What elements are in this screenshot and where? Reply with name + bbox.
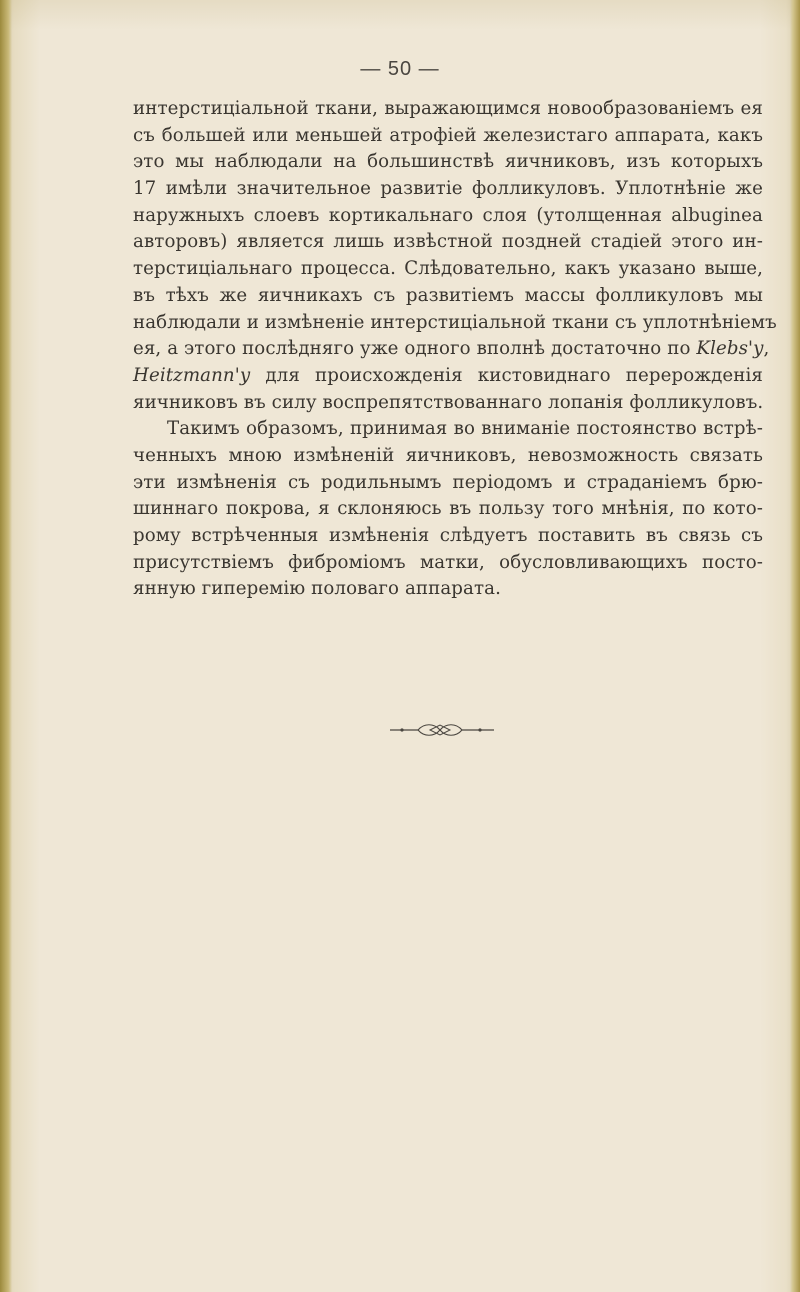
text-line-6: авторовъ) является лишь извѣстной поздней стадіей этого ин- bbox=[133, 231, 763, 253]
text-line-14: ченныхъ мною измѣненій яичниковъ, невозможность связать bbox=[133, 444, 763, 466]
text-line-13: Такимъ образомъ, принимая во вниманіе постоянство встрѣ- bbox=[167, 418, 763, 440]
text-line-7: терстиціальнаго процесса. Слѣдовательно, какъ указано выше, bbox=[133, 258, 763, 280]
text-line-18: присутствіемъ фиброміомъ матки, обусловливающихъ посто- bbox=[133, 551, 763, 573]
text-line-10-pre: ея, а этого послѣдняго уже одного вполнѣ достаточно по bbox=[133, 338, 697, 360]
text-line-3: это мы наблюдали на большинствѣ яичниковъ, изъ которыхъ bbox=[133, 151, 763, 173]
page-right-edge-shading bbox=[790, 0, 800, 1292]
text-line-11 bbox=[133, 363, 763, 390]
text-line-1: интерстиціальной ткани, выражающимся новообразованіемъ ея bbox=[133, 98, 763, 119]
body-text bbox=[133, 96, 777, 603]
text-line-4: 17 имѣли значительное развитіе фолликуловъ. Уплотнѣніе же bbox=[133, 178, 763, 200]
page-number: — 50 — bbox=[360, 58, 440, 80]
text-line-11-post: для происхожденія кистовиднаго перерожденія bbox=[250, 364, 763, 386]
text-line-10 bbox=[133, 336, 770, 363]
text-line-8: въ тѣхъ же яичникахъ съ развитіемъ массы фолликуловъ мы bbox=[133, 284, 763, 306]
author-name-klebs: Klebs'y bbox=[696, 338, 764, 360]
text-line-16: шиннаго покрова, я склоняюсь въ пользу того мнѣнія, по кото- bbox=[133, 498, 763, 520]
text-line-2: съ большей или меньшей атрофіей железистаго аппарата, какъ bbox=[133, 124, 763, 146]
text-line-5: наружныхъ слоевъ кортикальнаго слоя (утолщенная albuginea bbox=[133, 204, 763, 226]
author-name-heitzmann: Heitzmann'y bbox=[133, 364, 251, 386]
fleuron-divider-icon bbox=[388, 720, 498, 740]
page-left-edge-shading bbox=[0, 0, 12, 1292]
text-line-10-post: , bbox=[763, 338, 770, 360]
text-line-15: эти измѣненія съ родильнымъ періодомъ и страданіемъ брю- bbox=[133, 471, 763, 493]
text-line-19: янную гиперемію половаго аппарата. bbox=[133, 578, 501, 600]
text-line-9: наблюдали и измѣненіе интерстиціальной ткани съ уплотнѣніемъ bbox=[133, 311, 777, 333]
text-line-17: рому встрѣченныя измѣненія слѣдуетъ поставить въ связь съ bbox=[133, 525, 763, 546]
text-line-12: яичниковъ въ силу воспрепятствованнаго лопанія фолликуловъ. bbox=[133, 391, 764, 413]
